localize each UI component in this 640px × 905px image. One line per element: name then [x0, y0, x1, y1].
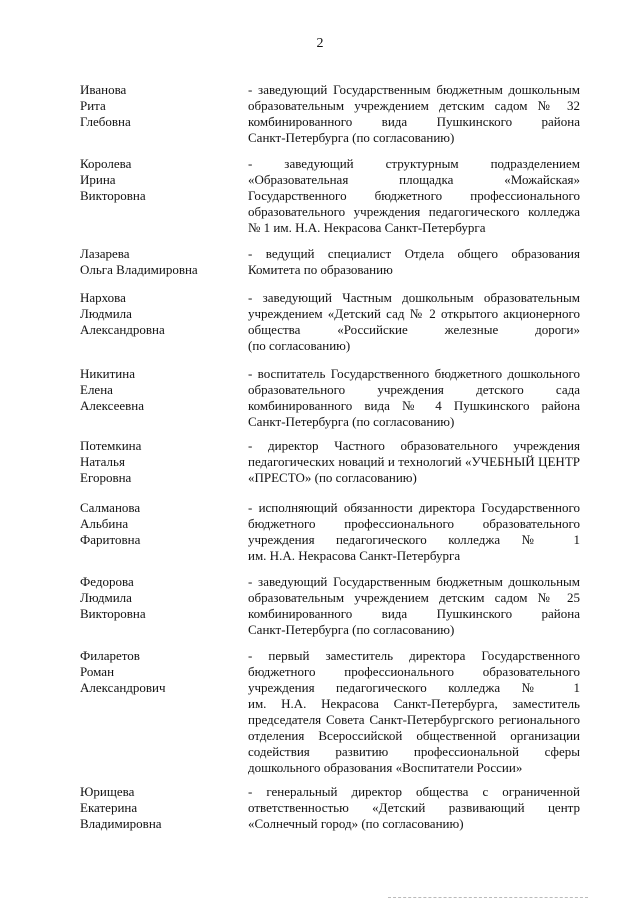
member-name [80, 500, 240, 548]
member-role [248, 156, 580, 236]
member-name [80, 290, 240, 338]
role-line: комбинированного вида Пушкинского района [248, 606, 580, 621]
name-line: Федорова [80, 574, 134, 589]
role-line: - заведующий Частным дошкольным образовательным [248, 290, 580, 305]
member-name [80, 82, 240, 130]
role-line: «ПРЕСТО» (по согласованию) [248, 470, 417, 485]
name-line: Владимировна [80, 816, 162, 831]
member-name [80, 246, 240, 278]
role-line: отделения Всероссийской общественной организации [248, 728, 580, 743]
page-number: 2 [316, 36, 324, 51]
name-line: Людмила [80, 590, 132, 605]
name-line: Потемкина [80, 438, 142, 453]
role-line: им. Н.А. Некрасова Санкт-Петербурга, заместитель [248, 696, 580, 711]
name-line: Рита [80, 98, 106, 113]
name-line: Королева [80, 156, 132, 171]
member-role [248, 500, 580, 564]
name-line: Викторовна [80, 606, 146, 621]
name-line: Глебовна [80, 114, 131, 129]
name-line: Ирина [80, 172, 116, 187]
role-line: - директор Частного образовательного учреждения [248, 438, 580, 453]
role-line: (по согласованию) [248, 338, 351, 353]
role-line: - заведующий структурным подразделением [248, 156, 580, 171]
member-name [80, 438, 240, 486]
role-line: педагогических новаций и технологий «УЧЕБНЫЙ ЦЕНТР [248, 454, 580, 469]
role-line: бюджетного профессионального образовательного [248, 516, 580, 531]
role-line: учреждения педагогического колледжа № 1 [248, 532, 580, 547]
role-line: Санкт-Петербурга (по согласованию) [248, 414, 455, 429]
name-line: Нархова [80, 290, 126, 305]
name-line: Егоровна [80, 470, 132, 485]
role-line: Санкт-Петербурга (по согласованию) [248, 130, 455, 145]
role-line: им. Н.А. Некрасова Санкт-Петербурга [248, 548, 461, 563]
member-role [248, 290, 580, 354]
name-line: Юрищева [80, 784, 135, 799]
role-line: Санкт-Петербурга (по согласованию) [248, 622, 455, 637]
member-role [248, 82, 580, 146]
role-line: - заведующий Государственным бюджетным дошкольным [248, 574, 580, 589]
role-line: - заведующий Государственным бюджетным дошкольным [248, 82, 580, 97]
member-role [248, 784, 580, 832]
name-line: Роман [80, 664, 115, 679]
role-line: - воспитатель Государственного бюджетного дошкольного [248, 366, 580, 381]
name-line: Александровна [80, 322, 165, 337]
name-line: Людмила [80, 306, 132, 321]
name-line: Лазарева [80, 246, 130, 261]
member-role [248, 574, 580, 638]
role-line: - генеральный директор общества с ограниченной [248, 784, 580, 799]
member-role [248, 438, 580, 486]
name-line: Екатерина [80, 800, 138, 815]
role-line: - исполняющий обязанности директора Государственного [248, 500, 580, 515]
name-line: Альбина [80, 516, 129, 531]
role-line: - ведущий специалист Отдела общего образования [248, 246, 580, 261]
role-line: содействия развитию профессиональной сферы [248, 744, 580, 759]
name-line: Наталья [80, 454, 125, 469]
role-line: «Солнечный город» (по согласованию) [248, 816, 464, 831]
name-line: Ольга Владимировна [80, 262, 198, 277]
name-line: Иванова [80, 82, 127, 97]
member-role [248, 366, 580, 430]
name-line: Александрович [80, 680, 166, 695]
role-line: бюджетного профессионального образовательного [248, 664, 580, 679]
role-line: комбинированного вида Пушкинского района [248, 114, 580, 129]
member-role [248, 246, 580, 278]
role-line: Государственного бюджетного профессионального [248, 188, 580, 203]
role-line: образовательного учреждения педагогического колледжа [248, 204, 580, 219]
member-name [80, 574, 240, 622]
role-line: - первый заместитель директора Государственного [248, 648, 580, 663]
name-line: Филаретов [80, 648, 140, 663]
scan-artifact-line [388, 897, 588, 901]
name-line: Алексеевна [80, 398, 144, 413]
role-line: председателя Совета Санкт-Петербургского регионального [248, 712, 580, 727]
name-line: Фаритовна [80, 532, 141, 547]
role-line: дошкольного образования «Воспитатели России» [248, 760, 523, 775]
role-line: учреждением «Детский сад № 2 открытого акционерного [248, 306, 580, 321]
name-line: Салманова [80, 500, 141, 515]
role-line: учреждения педагогического колледжа № 1 [248, 680, 580, 695]
role-line: ответственностью «Детский развивающий центр [248, 800, 580, 815]
role-line: общества «Российские железные дороги» [248, 322, 580, 337]
name-line: Никитина [80, 366, 135, 381]
role-line: образовательным учреждением детским садом № 25 [248, 590, 580, 605]
member-name [80, 784, 240, 832]
name-line: Елена [80, 382, 113, 397]
member-role [248, 648, 580, 776]
role-line: образовательным учреждением детским садом № 32 [248, 98, 580, 113]
member-name [80, 156, 240, 204]
role-line: образовательного учреждения детского сада [248, 382, 580, 397]
role-line: № 1 им. Н.А. Некрасова Санкт-Петербурга [248, 220, 486, 235]
member-name [80, 366, 240, 414]
member-name [80, 648, 240, 696]
role-line: «Образовательная площадка «Можайская» [248, 172, 580, 187]
name-line: Викторовна [80, 188, 146, 203]
role-line: Комитета по образованию [248, 262, 393, 277]
role-line: комбинированного вида № 4 Пушкинского района [248, 398, 580, 413]
